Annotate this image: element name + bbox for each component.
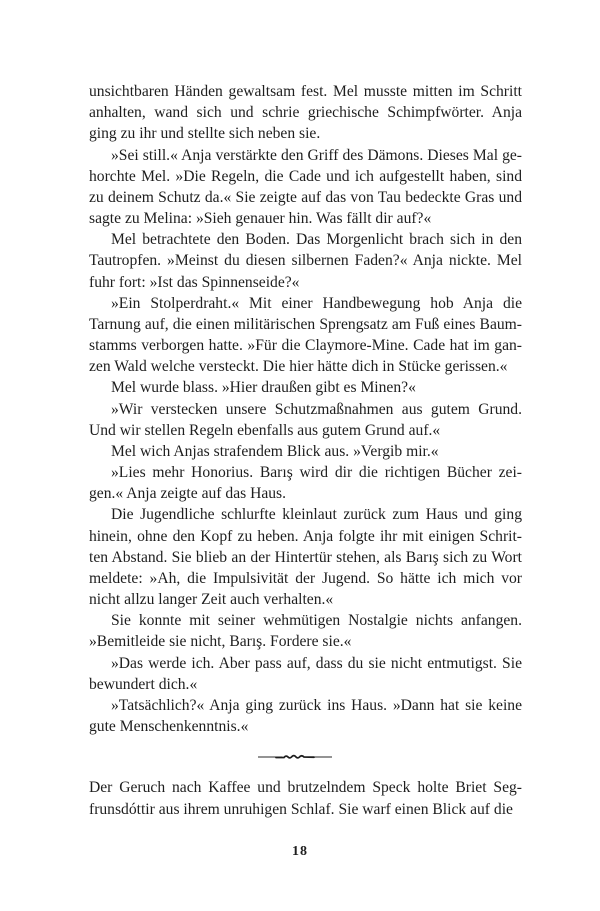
text-line: ten Abstand. Sie blieb an der Hintertür stehen, als Barış sich zu Wort [89,548,522,566]
text-line: Mel wurde blass. »Hier draußen gibt es Minen?« [111,379,416,397]
paragraph [67,462,522,504]
text-line: anhalten, wand sich und schrie griechische Schimpfwörter. Anja [89,104,522,122]
paragraph [67,653,522,695]
text-line: unsichtbaren Händen gewaltsam fest. Mel musste mitten im Schritt [89,83,522,100]
paragraph [67,695,522,737]
paragraph [67,610,522,652]
text-line: »Bemitleide sie nicht, Barış. Fordere sie.« [89,633,352,651]
text-line: bewundert dich.« [89,675,198,693]
paragraph [67,229,522,293]
text-line: Der Geruch nach Kaffee und brutzelndem Speck holte Briet Seg- [89,779,522,797]
paragraph [67,145,522,230]
text-line: »Ein Stolperdraht.« Mit einer Handbewegung hob Anja die [111,294,522,312]
text-line: zu deinem Schutz da.« Sie zeigte auf das von Tau bedeckte Gras und [89,188,522,206]
text-line: Tarnung auf, die einen militärischen Sprengsatz am Fuß eines Baum- [89,315,522,333]
paragraph [67,504,522,610]
ornamental-divider-icon [258,753,332,761]
text-line: stamms verborgen hatte. »Für die Claymore-Mine. Cade hat im gan- [89,337,522,355]
text-line: sagte zu Melina: »Sieh genauer hin. Was fällt dir auf?« [89,210,432,228]
text-line: fuhr fort: »Ist das Spinnenseide?« [89,273,300,291]
text-line: Und wir stellen Regeln ebenfalls aus gutem Grund auf.« [89,421,441,439]
page-number: 18 [292,844,308,859]
text-line: gute Menschenkenntnis.« [89,718,249,736]
paragraph [67,293,522,378]
text-line: horchte Mel. »Die Regeln, die Cade und ich aufgestellt haben, sind [89,167,522,185]
text-line: »Sei still.« Anja verstärkte den Griff des Dämons. Dieses Mal ge- [111,146,522,164]
text-line: ging zu ihr und stellte sich neben sie. [89,125,321,143]
text-line: »Tatsächlich?« Anja ging zurück ins Haus. »Dann hat sie keine [111,696,522,714]
text-line: Tautropfen. »Meinst du diesen silbernen Faden?« Anja nickte. Mel [89,252,522,270]
text-line: meldete: »Ah, die Impulsivität der Jugend. So hätte ich mich vor [89,569,522,587]
text-line: hinein, ohne den Kopf zu heben. Anja folgte ihr mit einigen Schrit- [89,527,522,545]
paragraph [67,81,522,145]
paragraph [67,399,522,441]
text-line: zen Wald welche versteckt. Die hier hätte dich in Stücke gerissen.« [89,358,508,376]
paragraph [67,377,522,398]
text-line: »Wir verstecken unsere Schutzmaßnahmen aus gutem Grund. [111,400,522,418]
text-line: nicht allzu langer Zeit auch verhalten.« [89,591,334,609]
text-line: frunsdóttir aus ihrem unruhigen Schlaf. Sie warf einen Blick auf die [89,800,513,818]
text-line: gen.« Anja zeigte auf das Haus. [89,485,287,503]
text-line: Sie konnte mit seiner wehmütigen Nostalgie nichts anfangen. [111,612,522,630]
text-line: Mel betrachtete den Boden. Das Morgenlicht brach sich in den [111,231,522,249]
text-line: Mel wich Anjas strafendem Blick aus. »Vergib mir.« [111,442,439,460]
text-line: »Das werde ich. Aber pass auf, dass du sie nicht entmutigst. Sie [111,654,522,672]
text-line: »Lies mehr Honorius. Barış wird dir die richtigen Bücher zei- [111,464,522,482]
text-section-before-break [67,81,522,737]
paragraph [67,441,522,462]
text-section-after-break [67,777,522,819]
page-body [67,81,522,820]
paragraph [67,777,522,819]
text-line: Die Jugendliche schlurfte kleinlaut zurück zum Haus und ging [111,506,522,524]
section-break [67,737,522,777]
